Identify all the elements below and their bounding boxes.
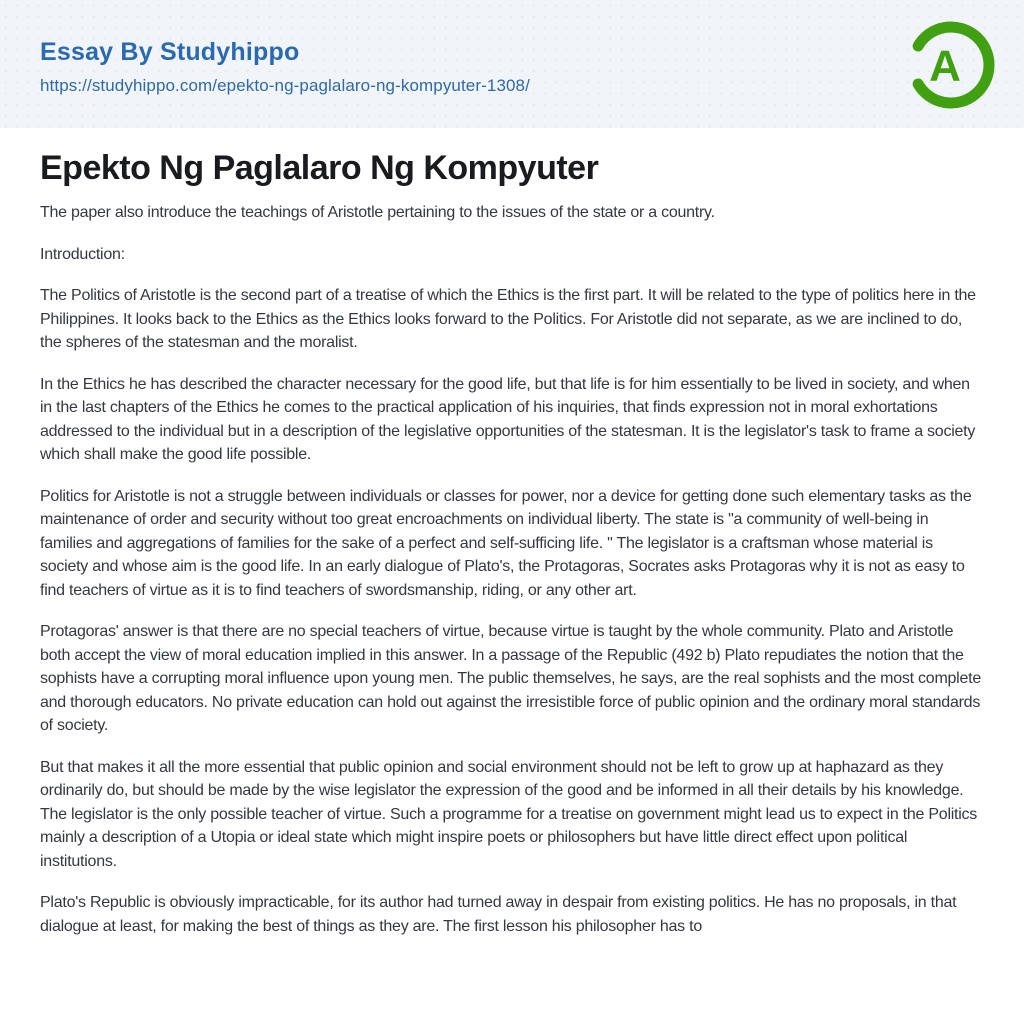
essay-article xyxy=(0,128,1024,996)
essay-paragraph: Plato's Republic is obviously impracticable, for its author had turned away in despair from existing politics. He has no proposals, in that dialogue at least, for making the best of things as they are. The first lesson his philosopher has to xyxy=(40,894,957,935)
essay-paragraph: Politics for Aristotle is not a struggle between individuals or classes for power, nor a device for getting done such elementary tasks as the maintenance of order and security without too great encroachments on individual liberty. The state is "a community of well-being in families and aggregations of families for the sake of a perfect and self-sufficing life. " The legislator is a craftsman whose material is society and whose aim is the good life. In an early dialogue of Plato's, the Protagoras, Socrates asks Protagoras why it is not as easy to find teachers of virtue as it is to find teachers of swordsmanship, riding, or any other art. xyxy=(40,487,972,599)
essay-paragraph: The Politics of Aristotle is the second part of a treatise of which the Ethics is the first part. It will be related to the type of politics here in the Philippines. It looks back to the Ethics as the Ethics looks forward to the Politics. For Aristotle did not separate, as we are inclined to do, the spheres of the statesman and the moralist. xyxy=(40,287,976,352)
essay-summary: The paper also introduce the teachings of Aristotle pertaining to the issues of the state or a country. xyxy=(40,204,715,222)
essay-intro-label: Introduction: xyxy=(40,245,125,263)
essay-paragraph: In the Ethics he has described the character necessary for the good life, but that life is for him essentially to be lived in society, and when in the last chapters of the Ethics he comes to the practical application of his inquiries, that finds expression not in moral exhortations addressed to the individual but in a description of the legislative opportunities of the statesman. It is the legislator's task to frame a society which shall make the good life possible. xyxy=(40,375,976,464)
logo-letter: A xyxy=(929,41,961,91)
essay-title: Epekto Ng Paglalaro Ng Kompyuter xyxy=(40,149,599,187)
essay-url-link[interactable]: https://studyhippo.com/epekto-ng-paglalaro-ng-kompyuter-1308/ xyxy=(40,75,530,95)
studyhippo-logo xyxy=(901,15,1001,115)
page-header xyxy=(0,0,1024,128)
essay-paragraph: Protagoras' answer is that there are no special teachers of virtue, because virtue is taught by the whole community. Plato and Aristotle both accept the view of moral education implied in this answer. In a passage of the Republic (492 b) Plato repudiates the notion that the sophists have a corrupting moral influence upon young men. The public themselves, he says, are the real sophists and the most complete and thorough educators. No private education can hold out against the irresistible force of public opinion and the ordinary moral standards of society. xyxy=(40,623,981,735)
essay-paragraph: But that makes it all the more essential that public opinion and social environment should not be left to grow up at haphazard as they ordinarily do, but should be made by the wise legislator the expression of the good and be informed in all their details by his knowledge. The legislator is the only possible teacher of virtue. Such a programme for a treatise on government might lead us to expect in the Politics mainly a description of a Utopia or ideal state which might inspire poets or philosophers but have little direct effect upon political institutions. xyxy=(40,758,978,870)
site-title: Essay By Studyhippo xyxy=(40,38,300,66)
